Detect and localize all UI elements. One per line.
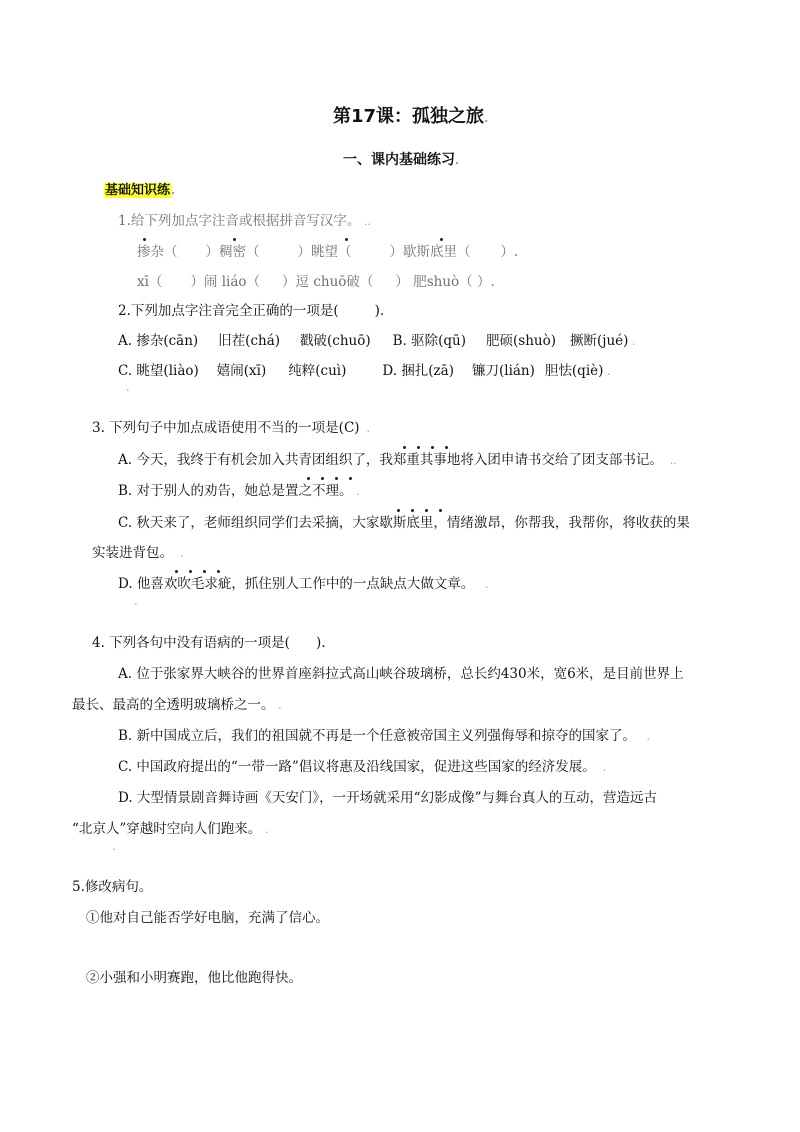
emphasis-dot <box>349 477 352 480</box>
q5-item2-text: ②小强和小明赛跑，他比他跑得快。 <box>86 970 302 986</box>
highlighted-tag: 基础知识练 <box>105 183 171 198</box>
question-1-row-2 <box>137 272 495 292</box>
emphasis-dot <box>203 570 206 573</box>
emphasis-dot <box>175 570 178 573</box>
question-3-option-c-line-2: 实装进背包。 . <box>92 545 184 561</box>
q2-stem-end: ). <box>374 303 385 319</box>
emphasis-dot <box>397 509 400 512</box>
q2-stem-text: 2.下列加点字注音完全正确的一项是( <box>118 303 339 319</box>
q4-stem-text: 4. 下列各句中没有语病的一项是( <box>92 635 290 651</box>
q5-item1-text: ①他对自己能否学好电脑，充满了信心。 <box>86 910 329 926</box>
q2-c-1: C. 眺望(liào) <box>118 363 199 379</box>
q3-d-text: D. 他喜欢吹毛求疵，抓住别人工作中的一点缺点大做文章。 <box>118 576 475 592</box>
emphasis-dot <box>189 570 192 573</box>
q2-c-3: 纯粹(cuì) <box>288 363 347 379</box>
emphasis-dot <box>321 477 324 480</box>
question-4-option-b: B. 新中国成立后，我们的祖国就不再是一个任意被帝国主义列强侮辱和掠夺的国家了。 . <box>118 728 651 744</box>
q2-d-2: 镰刀(lián) <box>471 363 535 379</box>
q3-a-text: A. 今天，我终于有机会加入共青团组织了，我郑重其事地将入团申请书交给了团支部书记。 <box>118 452 663 468</box>
question-5-item-2 <box>86 968 302 988</box>
q2-d-3: 胆怯(qiè) <box>544 363 604 379</box>
q2-b-2: 肥硕(shuò) <box>486 333 556 349</box>
emphasis-dot <box>445 446 448 449</box>
question-2-options-ab: A. 掺杂(cān) 旧茬(chá) 戳破(chuō) B. 驱除(qū) 肥硕(shuò) 撅断(jué) . <box>118 333 636 349</box>
emphasis-dot <box>425 509 428 512</box>
q3-stem-text: 3. 下列句子中加点成语使用不当的一项是(C) <box>92 420 360 436</box>
emphasis-dot <box>439 509 442 512</box>
paragraph-mark: . <box>112 840 116 853</box>
q1-r2-d: ） 肥shuò（ ）. <box>395 274 495 290</box>
q1-r1-d: ）歇斯底里（ <box>389 244 471 260</box>
question-4-option-d-line-1 <box>118 788 657 808</box>
question-5-stem <box>72 877 152 897</box>
paragraph-mark: . <box>134 595 138 608</box>
emphasis-dot <box>335 477 338 480</box>
section-text: 一、课内基础练习 <box>343 152 455 168</box>
q4-c-text: C. 中国政府提出的“一带一路”倡议将惠及沿线国家，促进这些国家的经济发展。 <box>118 759 596 775</box>
emphasis-dot <box>143 238 146 241</box>
q2-a-3: 戳破(chuō) <box>300 333 371 349</box>
q2-a-1: A. 掺杂(cān) <box>118 333 199 349</box>
q3-c2-text: 实装进背包。 <box>92 545 173 561</box>
emphasis-dot <box>345 238 348 241</box>
section-heading: 一、课内基础练习. <box>343 152 460 168</box>
q1-r2-a: xī（ <box>137 274 163 290</box>
question-2-stem <box>118 301 384 321</box>
q4-d1-text: D. 大型情景剧音舞诗画《天安门》，一开场就采用“幻影成像”与舞台真人的互动，营造远古 <box>118 790 657 806</box>
q1-r2-c: ）逗 chuō破（ <box>282 274 374 290</box>
q2-b-1: B. 驱除(qū) <box>392 333 467 349</box>
tag-label: 基础知识练. <box>105 183 176 198</box>
q3-c1-text: C. 秋天来了，老师组织同学们去采摘，大家歇斯底里，情绪激昂，你帮我，我帮你，将收获的果 <box>118 515 690 531</box>
q4-d2-text: “北京人”穿越时空向人们跑来。 <box>72 821 262 837</box>
q1-r1-b: ）稠密（ <box>205 244 260 260</box>
q1-stem-text: 1.给下列加点字注音或根据拼音写汉字。 <box>118 213 361 229</box>
question-1-row-1 <box>137 242 518 262</box>
question-5-item-1 <box>86 908 329 928</box>
q4-a2-text: 最长、最高的全透明玻璃桥之一。 <box>72 697 275 713</box>
q2-b-3: 撅断(jué) <box>570 333 629 349</box>
emphasis-dot <box>431 446 434 449</box>
question-2-options-cd: C. 眺望(liào) 嬉闹(xī) 纯粹(cuì) D. 捆扎(zā) 镰刀(lián) 胆怯(qiè) . <box>118 363 611 379</box>
emphasis-dot <box>440 238 443 241</box>
emphasis-dot <box>403 446 406 449</box>
page-title: 第17课：孤独之旅. <box>333 106 489 127</box>
q2-d-1: D. 捆扎(zā) <box>382 363 454 379</box>
question-3-option-b: B. 对于别人的劝告，她总是置之不理。 . <box>118 483 360 499</box>
q2-a-2: 旧茬(chá) <box>218 333 281 349</box>
question-3-option-d: D. 他喜欢吹毛求疵，抓住别人工作中的一点缺点大做文章。 . <box>118 576 489 592</box>
question-3-stem: 3. 下列句子中加点成语使用不当的一项是(C) . <box>92 420 371 436</box>
question-4-stem <box>92 633 326 653</box>
q2-c-2: 嬉闹(xī) <box>216 363 267 379</box>
title-text: 第17课：孤独之旅 <box>333 106 485 127</box>
emphasis-dot <box>417 446 420 449</box>
question-3-option-c-line-1 <box>118 513 690 533</box>
q4-a1-text: A. 位于张家界大峡谷的世界首座斜拉式高山峡谷玻璃桥，总长约430米，宽6米，是目前世界上 <box>118 666 684 682</box>
emphasis-dot <box>217 570 220 573</box>
q1-r1-e: ）. <box>500 244 519 260</box>
question-1-stem: 1.给下列加点字注音或根据拼音写汉字。 .. <box>118 213 371 229</box>
question-4-option-c: C. 中国政府提出的“一带一路”倡议将惠及沿线国家，促进这些国家的经济发展。 . <box>118 759 607 775</box>
q1-r1-a: 掺杂（ <box>137 244 178 260</box>
q1-r2-b: ）闹 liáo（ <box>190 274 261 290</box>
paragraph-mark: . <box>126 381 130 394</box>
emphasis-dot <box>307 477 310 480</box>
question-4-option-a-line-2: 最长、最高的全透明玻璃桥之一。 . <box>72 697 282 713</box>
q1-r1-c: ）眺望（ <box>297 244 352 260</box>
question-4-option-d-line-2: “北京人”穿越时空向人们跑来。 . <box>72 821 269 837</box>
q3-b-text: B. 对于别人的劝告，她总是置之不理。 <box>118 483 353 499</box>
question-4-option-a-line-1 <box>118 664 684 684</box>
emphasis-dot <box>411 509 414 512</box>
q4-stem-end: ). <box>315 635 326 651</box>
q5-stem-text: 5.修改病句。 <box>72 879 153 895</box>
question-3-option-a: A. 今天，我终于有机会加入共青团组织了，我郑重其事地将入团申请书交给了团支部书记。 .. <box>118 452 677 468</box>
emphasis-dot <box>233 238 236 241</box>
q4-b-text: B. 新中国成立后，我们的祖国就不再是一个任意被帝国主义列强侮辱和掠夺的国家了。 <box>118 728 637 744</box>
